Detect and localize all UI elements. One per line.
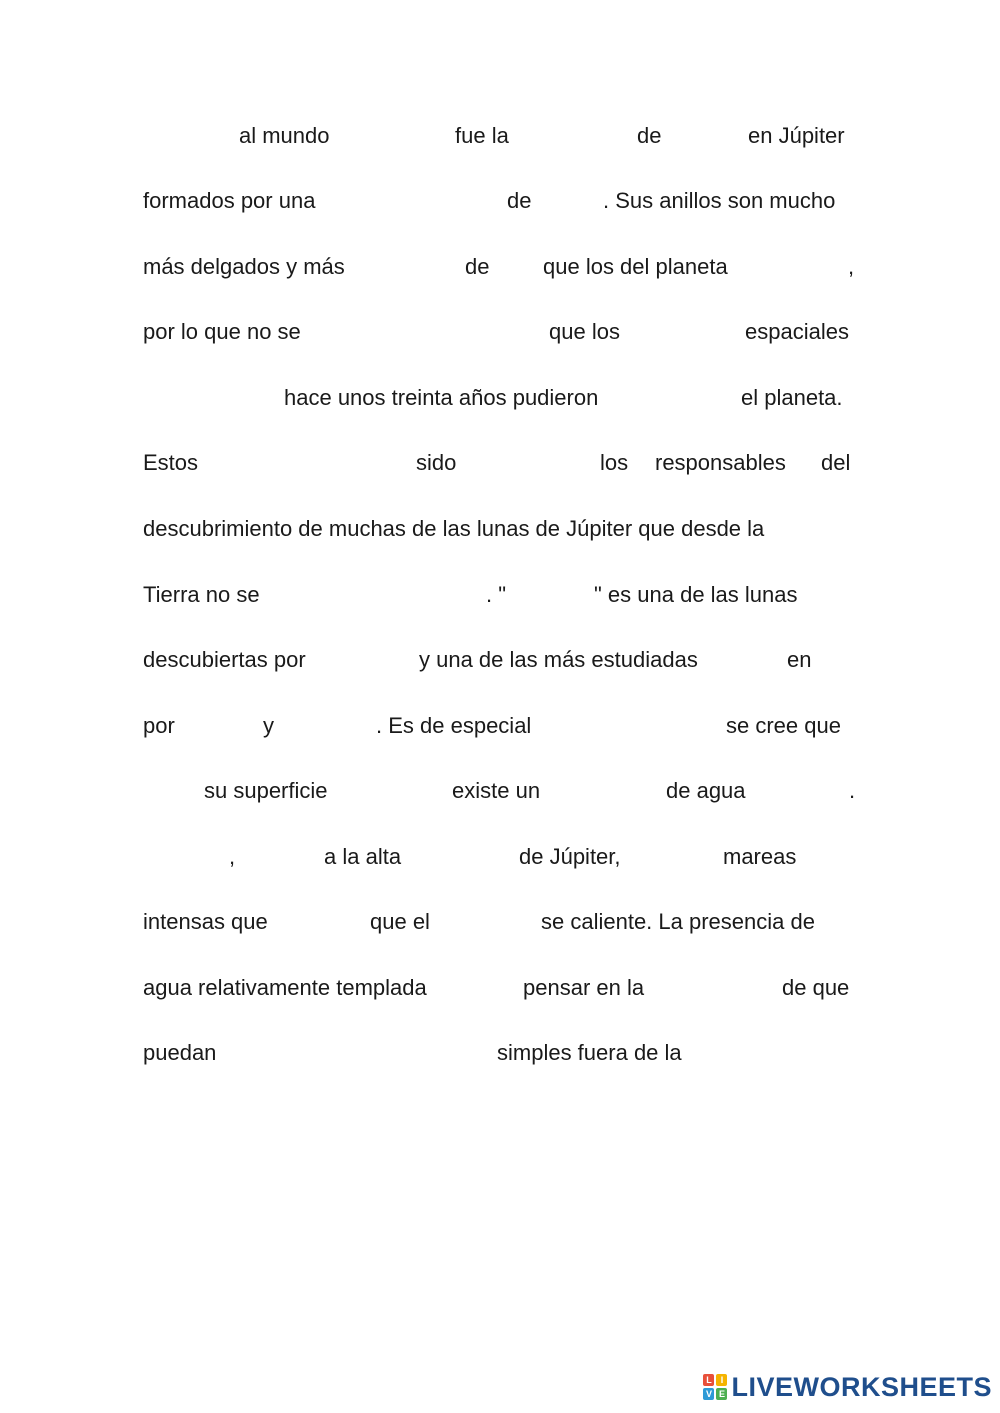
text-line-1	[143, 116, 856, 156]
logo-tile: L	[703, 1374, 714, 1386]
text-line-4	[143, 312, 856, 352]
text-segment: ,	[848, 254, 855, 279]
text-segment: responsables	[655, 450, 786, 475]
text-segment: puedan	[143, 1040, 217, 1065]
text-segment: se cree que	[726, 713, 841, 738]
text-segment: . Es de especial	[376, 713, 532, 738]
text-segment: hace unos treinta años pudieron	[284, 385, 599, 410]
text-segment: más delgados y más	[143, 254, 345, 279]
text-segment: formados por una	[143, 188, 316, 213]
text-segment: " es una de las lunas	[594, 582, 798, 607]
text-line-11	[143, 771, 856, 811]
liveworksheets-logo	[703, 1369, 992, 1405]
text-segment: de que	[782, 975, 850, 1000]
logo-tile: V	[703, 1388, 714, 1400]
text-segment: de	[507, 188, 532, 213]
text-segment: existe un	[452, 778, 541, 803]
text-segment: .	[849, 778, 856, 803]
text-segment: mareas	[723, 844, 797, 869]
text-segment: se caliente. La presencia de	[541, 909, 815, 934]
text-segment: el planeta.	[741, 385, 843, 410]
text-segment: fue la	[455, 123, 509, 148]
text-segment: pensar en la	[523, 975, 645, 1000]
text-segment: en	[787, 647, 812, 672]
text-line-6	[143, 443, 856, 483]
text-segment: en Júpiter	[748, 123, 845, 148]
text-segment: agua relativamente templada	[143, 975, 427, 1000]
text-segment: . Sus anillos son mucho	[603, 188, 836, 213]
text-segment: por lo que no se	[143, 319, 301, 344]
text-segment: espaciales	[745, 319, 849, 344]
text-segment: los	[600, 450, 629, 475]
text-segment: Tierra no se	[143, 582, 260, 607]
text-segment: y	[263, 713, 274, 738]
text-segment: intensas que	[143, 909, 268, 934]
text-segment: de	[465, 254, 490, 279]
liveworksheets-logo-text: LIVEWORKSHEETS	[731, 1371, 992, 1402]
text-segment: descubrimiento de muchas de las lunas de Júpiter que desde la	[143, 516, 765, 541]
text-segment: . "	[486, 582, 507, 607]
text-segment: al mundo	[239, 123, 330, 148]
text-line-8	[143, 575, 856, 615]
text-segment: descubiertas por	[143, 647, 306, 672]
text-line-12	[143, 837, 856, 877]
text-segment: sido	[416, 450, 457, 475]
text-segment: de Júpiter,	[519, 844, 621, 869]
text-line-13	[143, 902, 856, 942]
liveworksheets-logo-icon	[703, 1374, 727, 1400]
text-segment: por	[143, 713, 175, 738]
text-segment: su superficie	[204, 778, 328, 803]
text-segment: y una de las más estudiadas	[419, 647, 698, 672]
text-segment: a la alta	[324, 844, 402, 869]
text-segment: que los	[549, 319, 620, 344]
text-segment: ,	[229, 844, 236, 869]
text-line-2	[143, 181, 856, 221]
logo-tile: I	[716, 1374, 727, 1386]
text-line-10	[143, 706, 856, 746]
text-segment: de	[637, 123, 662, 148]
text-line-3	[143, 247, 856, 287]
text-line-15	[143, 1033, 856, 1073]
text-segment: que los del planeta	[543, 254, 728, 279]
logo-tile: E	[716, 1388, 727, 1400]
text-line-7	[143, 509, 856, 549]
text-segment: Estos	[143, 450, 199, 475]
text-segment: de agua	[666, 778, 746, 803]
text-segment: del	[821, 450, 851, 475]
text-line-5	[143, 378, 856, 418]
text-line-9	[143, 640, 856, 680]
text-segment: que el	[370, 909, 430, 934]
text-line-14	[143, 968, 856, 1008]
text-segment: simples fuera de la	[497, 1040, 682, 1065]
